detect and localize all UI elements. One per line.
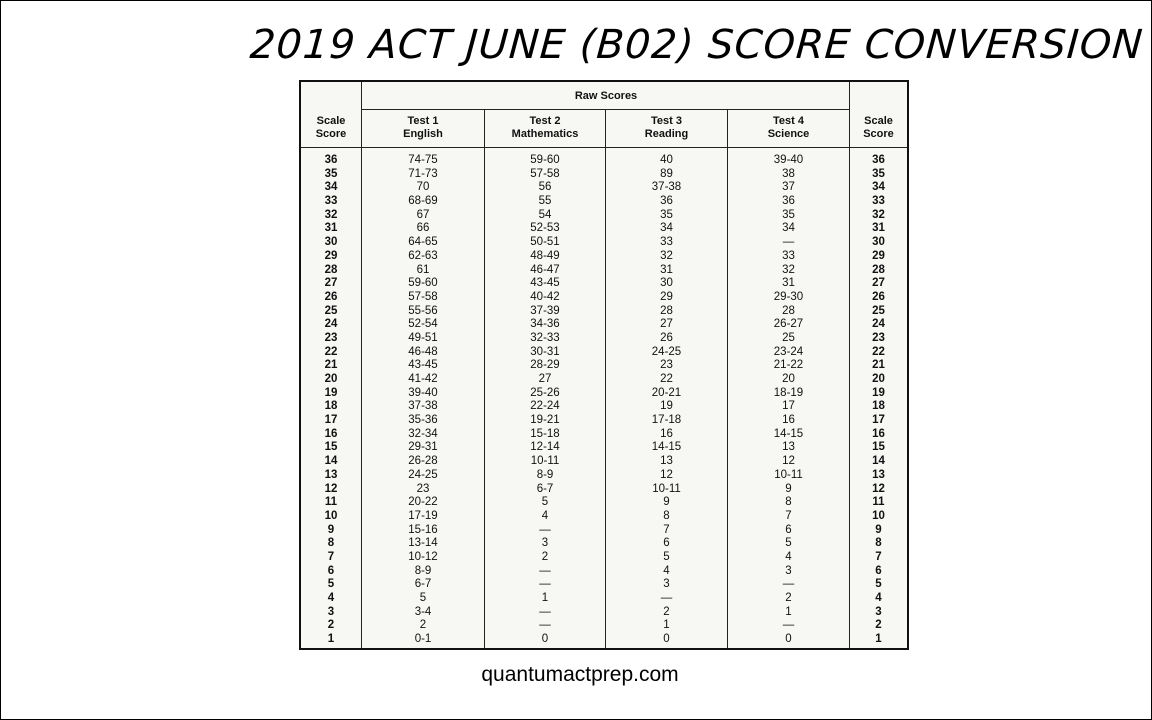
science-raw-cell: 1	[785, 605, 792, 618]
science-raw-cell: 14-15	[773, 427, 804, 440]
english-raw-cell: 15-16	[408, 523, 438, 536]
scale-score-cell: 15	[324, 441, 338, 454]
scale-score-cell: 30	[324, 236, 338, 249]
science-raw-cell: 32	[782, 263, 795, 276]
scale-score-cell-right: 21	[872, 359, 885, 372]
science-raw-cell: 16	[782, 414, 795, 427]
scale-score-cell-right: 25	[872, 304, 885, 317]
scale-score-cell: 23	[324, 331, 338, 344]
scale-score-cell-right: 33	[872, 195, 885, 208]
reading-raw-cell: 14-15	[651, 441, 682, 454]
math-raw-cell: 32-33	[530, 331, 560, 344]
table-row	[301, 633, 907, 647]
math-raw-cell: 52-53	[530, 222, 560, 235]
table-row	[301, 373, 907, 387]
math-raw-cell: 43-45	[530, 277, 560, 290]
math-raw-cell: 8-9	[536, 468, 554, 481]
scale-score-cell: 17	[324, 414, 338, 427]
english-raw-cell: 62-63	[408, 249, 438, 262]
math-raw-cell: —	[539, 605, 551, 618]
math-raw-cell: 40-42	[530, 290, 560, 303]
science-raw-cell: —	[782, 619, 795, 632]
english-raw-cell: 8-9	[414, 564, 432, 577]
math-raw-cell: 2	[541, 550, 549, 563]
science-raw-cell: 26-27	[773, 318, 804, 331]
english-raw-cell: 67	[416, 208, 430, 221]
scale-score-cell: 27	[324, 277, 338, 290]
table-row	[301, 469, 907, 483]
reading-raw-cell: 7	[663, 523, 670, 536]
table-row	[301, 359, 907, 373]
table-body	[301, 154, 907, 647]
scale-score-cell-right: 23	[872, 331, 885, 344]
reading-raw-cell: 22	[660, 373, 673, 385]
table-row	[301, 483, 907, 497]
table-row	[301, 250, 907, 264]
science-raw-cell: 20	[782, 373, 795, 385]
scale-score-cell: 16	[324, 427, 338, 440]
table-row	[301, 441, 907, 455]
reading-raw-cell: 0	[663, 633, 670, 646]
reading-raw-cell: 89	[660, 167, 673, 180]
table-row	[301, 524, 907, 538]
math-raw-cell: —	[539, 523, 551, 536]
scale-score-cell-right: 19	[872, 386, 885, 399]
math-raw-cell: —	[539, 564, 551, 577]
table-row	[301, 264, 907, 278]
scale-score-cell-right: 12	[872, 482, 885, 495]
reading-raw-cell: 33	[660, 236, 673, 249]
reading-raw-cell: 4	[663, 564, 670, 577]
scale-score-cell-right: 2	[875, 619, 882, 632]
reading-raw-cell: 30	[660, 277, 673, 290]
table-row	[301, 414, 907, 428]
reading-raw-cell: 31	[660, 263, 673, 276]
scale-score-cell: 11	[324, 496, 338, 509]
table-row	[301, 565, 907, 579]
scale-score-cell: 13	[324, 468, 338, 481]
science-raw-cell: 23-24	[773, 345, 804, 358]
scale-score-cell: 9	[327, 523, 335, 536]
english-raw-cell: 35-36	[408, 414, 438, 427]
english-raw-cell: 3-4	[414, 605, 432, 618]
science-raw-cell: 29-30	[773, 290, 804, 303]
table-row	[301, 578, 907, 592]
test4-science-header: Test 4 Science	[767, 115, 810, 140]
scale-score-cell-right: 5	[875, 578, 882, 591]
science-raw-cell: 28	[782, 304, 795, 317]
test2-math-header: Test 2 Mathematics	[511, 115, 579, 140]
page-title: 2019 ACT JUNE (B02) SCORE CONVERSION	[248, 22, 1145, 68]
science-raw-cell: 35	[782, 208, 795, 221]
scale-score-cell-right: 27	[872, 277, 885, 290]
reading-raw-cell: 29	[660, 290, 673, 303]
science-raw-cell: 2	[785, 592, 792, 604]
scale-score-cell-right: 3	[875, 605, 882, 618]
scale-score-cell-right: 18	[872, 400, 885, 413]
table-row	[301, 222, 907, 236]
math-raw-cell: 5	[541, 496, 549, 509]
scale-score-cell: 29	[324, 249, 338, 262]
scale-score-cell-right: 29	[872, 249, 885, 262]
table-row	[301, 619, 907, 633]
math-raw-cell: 54	[538, 208, 552, 221]
table-row	[301, 154, 907, 168]
scale-score-cell: 21	[324, 359, 338, 372]
reading-raw-cell: 6	[663, 537, 670, 550]
math-raw-cell: 28-29	[530, 359, 560, 372]
english-raw-cell: 66	[416, 222, 430, 235]
english-raw-cell: 59-60	[408, 277, 438, 290]
table-row	[301, 305, 907, 319]
math-raw-cell: 25-26	[530, 386, 560, 399]
scale-score-cell-right: 4	[875, 592, 882, 604]
table-row	[301, 510, 907, 524]
scale-score-cell: 22	[324, 345, 338, 358]
scale-score-cell-right: 26	[872, 290, 885, 303]
reading-raw-cell: 17-18	[651, 414, 682, 427]
header-bottom-rule	[301, 147, 907, 148]
science-raw-cell: 3	[785, 564, 792, 577]
scale-score-header-left: Scale Score	[315, 115, 347, 140]
reading-raw-cell: 32	[660, 249, 673, 262]
science-raw-cell: 31	[782, 277, 795, 290]
science-raw-cell: 39-40	[773, 154, 804, 166]
english-raw-cell: 52-54	[408, 318, 438, 331]
math-raw-cell: 15-18	[530, 427, 560, 440]
scale-score-cell-right: 1	[875, 633, 882, 646]
science-raw-cell: 12	[782, 455, 795, 468]
reading-raw-cell: 10-11	[652, 482, 681, 495]
english-raw-cell: 20-22	[408, 496, 438, 509]
table-row	[301, 428, 907, 442]
reading-raw-cell: 12	[660, 468, 673, 481]
english-raw-cell: 46-48	[408, 345, 438, 358]
scale-score-cell-right: 14	[872, 455, 885, 468]
header-rule	[361, 109, 849, 110]
scale-score-cell: 28	[324, 263, 338, 276]
math-raw-cell: 34-36	[530, 318, 560, 331]
scale-score-cell: 33	[324, 195, 338, 208]
reading-raw-cell: 26	[660, 331, 673, 344]
science-raw-cell: —	[782, 236, 795, 249]
reading-raw-cell: 36	[660, 195, 673, 208]
scale-score-cell-right: 8	[875, 537, 882, 550]
scale-score-cell-right: 6	[875, 564, 882, 577]
scale-score-cell: 26	[324, 290, 338, 303]
english-raw-cell: 71-73	[408, 167, 438, 180]
science-raw-cell: 6	[785, 523, 792, 536]
science-raw-cell: 0	[785, 633, 792, 646]
science-raw-cell: 34	[782, 222, 795, 235]
table-row	[301, 236, 907, 250]
english-raw-cell: 49-51	[408, 331, 438, 344]
english-raw-cell: 0-1	[414, 633, 432, 646]
english-raw-cell: 10-12	[408, 550, 438, 563]
table-row	[301, 346, 907, 360]
scale-score-cell: 24	[324, 318, 338, 331]
scale-score-cell-right: 16	[872, 427, 885, 440]
scale-score-cell: 35	[324, 167, 338, 180]
science-raw-cell: —	[782, 578, 795, 591]
math-raw-cell: 1	[541, 592, 549, 604]
english-raw-cell: 41-42	[408, 373, 438, 385]
math-raw-cell: 48-49	[530, 249, 560, 262]
english-raw-cell: 6-7	[414, 578, 432, 591]
scale-score-cell-right: 36	[872, 154, 885, 166]
reading-raw-cell: 40	[660, 154, 673, 166]
reading-raw-cell: 24-25	[651, 345, 682, 358]
scale-score-cell: 4	[327, 592, 335, 604]
science-raw-cell: 7	[785, 509, 792, 522]
table-row	[301, 181, 907, 195]
english-raw-cell: 57-58	[408, 290, 438, 303]
scale-score-cell: 32	[324, 208, 338, 221]
table-row	[301, 277, 907, 291]
scale-score-cell: 6	[327, 564, 335, 577]
table-row	[301, 209, 907, 223]
test3-reading-header: Test 3 Reading	[644, 115, 689, 140]
table-row	[301, 496, 907, 510]
scale-score-header-right: Scale Score	[863, 115, 894, 140]
scale-score-cell-right: 28	[872, 263, 885, 276]
scale-score-cell: 10	[324, 509, 338, 522]
english-raw-cell: 26-28	[408, 455, 438, 468]
english-raw-cell: 61	[416, 263, 430, 276]
table-row	[301, 291, 907, 305]
science-raw-cell: 13	[782, 441, 795, 454]
scale-score-cell-right: 34	[872, 181, 885, 194]
scale-score-cell: 36	[324, 154, 338, 166]
reading-raw-cell: 13	[660, 455, 673, 468]
science-raw-cell: 9	[785, 482, 792, 495]
math-raw-cell: 12-14	[530, 441, 560, 454]
reading-raw-cell: 20-21	[651, 386, 682, 399]
reading-raw-cell: 28	[660, 304, 673, 317]
table-row	[301, 606, 907, 620]
english-raw-cell: 39-40	[408, 386, 438, 399]
table-row	[301, 318, 907, 332]
math-raw-cell: 10-11	[530, 455, 560, 468]
english-raw-cell: 43-45	[408, 359, 438, 372]
table-row	[301, 400, 907, 414]
scale-score-cell-right: 17	[872, 414, 885, 427]
table-row	[301, 537, 907, 551]
reading-raw-cell: 27	[660, 318, 673, 331]
english-raw-cell: 70	[416, 181, 430, 194]
math-raw-cell: —	[539, 619, 551, 632]
scale-score-cell: 34	[324, 181, 338, 194]
test1-english-header: Test 1 English	[403, 115, 443, 140]
reading-raw-cell: 9	[663, 496, 670, 509]
english-raw-cell: 55-56	[408, 304, 438, 317]
science-raw-cell: 38	[782, 167, 795, 180]
science-raw-cell: 36	[782, 195, 795, 208]
english-raw-cell: 23	[416, 482, 430, 495]
table-row	[301, 592, 907, 606]
table-row	[301, 168, 907, 182]
math-raw-cell: 50-51	[530, 236, 560, 249]
math-raw-cell: 37-39	[530, 304, 560, 317]
english-raw-cell: 37-38	[408, 400, 438, 413]
scale-score-cell-right: 13	[872, 468, 885, 481]
reading-raw-cell: 5	[663, 550, 670, 563]
math-raw-cell: 59-60	[530, 154, 560, 166]
scale-score-cell: 7	[327, 550, 335, 563]
math-raw-cell: 46-47	[530, 263, 560, 276]
reading-raw-cell: 34	[660, 222, 673, 235]
science-raw-cell: 25	[782, 331, 795, 344]
table-row	[301, 387, 907, 401]
math-raw-cell: 3	[541, 537, 549, 550]
table-row	[301, 455, 907, 469]
scale-score-cell-right: 32	[872, 208, 885, 221]
english-raw-cell: 17-19	[408, 509, 438, 522]
science-raw-cell: 17	[782, 400, 795, 413]
math-raw-cell: 19-21	[530, 414, 560, 427]
reading-raw-cell: 8	[663, 509, 670, 522]
math-raw-cell: 57-58	[530, 167, 560, 180]
scale-score-cell: 5	[327, 578, 335, 591]
math-raw-cell: —	[539, 578, 551, 591]
english-raw-cell: 13-14	[408, 537, 438, 550]
science-raw-cell: 37	[782, 181, 795, 194]
english-raw-cell: 5	[419, 592, 427, 604]
scale-score-cell: 8	[327, 537, 335, 550]
english-raw-cell: 24-25	[408, 468, 438, 481]
reading-raw-cell: 35	[660, 208, 673, 221]
scale-score-cell-right: 22	[872, 345, 885, 358]
english-raw-cell: 74-75	[408, 154, 438, 166]
table-row	[301, 332, 907, 346]
science-raw-cell: 21-22	[773, 359, 804, 372]
scale-score-cell: 25	[324, 304, 338, 317]
scale-score-cell-right: 9	[875, 523, 882, 536]
scale-score-cell: 14	[324, 455, 338, 468]
science-raw-cell: 10-11	[774, 468, 803, 481]
scale-score-cell: 18	[324, 400, 338, 413]
math-raw-cell: 56	[538, 181, 552, 194]
science-raw-cell: 33	[782, 249, 795, 262]
scale-score-cell-right: 15	[872, 441, 885, 454]
scale-score-cell: 12	[324, 482, 338, 495]
reading-raw-cell: 23	[660, 359, 673, 372]
math-raw-cell: 27	[538, 373, 552, 385]
scale-score-cell-right: 24	[872, 318, 885, 331]
english-raw-cell: 64-65	[408, 236, 438, 249]
scale-score-cell-right: 35	[872, 167, 885, 180]
table-row	[301, 195, 907, 209]
math-raw-cell: 55	[538, 195, 552, 208]
scale-score-cell: 20	[324, 373, 338, 385]
math-raw-cell: 22-24	[530, 400, 560, 413]
scale-score-cell-right: 7	[875, 550, 882, 563]
table-row	[301, 551, 907, 565]
reading-raw-cell: —	[660, 592, 673, 604]
reading-raw-cell: 16	[660, 427, 673, 440]
scale-score-cell-right: 31	[872, 222, 885, 235]
math-raw-cell: 0	[541, 633, 549, 646]
scale-score-cell: 3	[327, 605, 335, 618]
reading-raw-cell: 19	[660, 400, 673, 413]
english-raw-cell: 68-69	[408, 195, 438, 208]
scale-score-cell-right: 30	[872, 236, 885, 249]
science-raw-cell: 8	[785, 496, 792, 509]
scale-score-cell: 19	[324, 386, 338, 399]
scale-score-cell-right: 20	[872, 373, 885, 385]
raw-scores-header: Raw Scores	[574, 90, 638, 102]
math-raw-cell: 30-31	[530, 345, 560, 358]
reading-raw-cell: 37-38	[651, 181, 682, 194]
science-raw-cell: 4	[785, 550, 792, 563]
scale-score-cell: 2	[327, 619, 335, 632]
scale-score-cell-right: 11	[872, 496, 885, 509]
reading-raw-cell: 2	[663, 605, 670, 618]
reading-raw-cell: 1	[663, 619, 670, 632]
scale-score-cell: 31	[324, 222, 338, 235]
score-conversion-table	[299, 80, 909, 650]
science-raw-cell: 5	[785, 537, 792, 550]
english-raw-cell: 2	[419, 619, 427, 632]
math-raw-cell: 6-7	[536, 482, 554, 495]
reading-raw-cell: 3	[663, 578, 670, 591]
english-raw-cell: 32-34	[408, 427, 438, 440]
footer-url: quantumactprep.com	[481, 663, 679, 686]
math-raw-cell: 4	[541, 509, 549, 522]
scale-score-cell-right: 10	[872, 509, 885, 522]
scale-score-cell: 1	[327, 633, 335, 646]
science-raw-cell: 18-19	[773, 386, 804, 399]
english-raw-cell: 29-31	[408, 441, 438, 454]
